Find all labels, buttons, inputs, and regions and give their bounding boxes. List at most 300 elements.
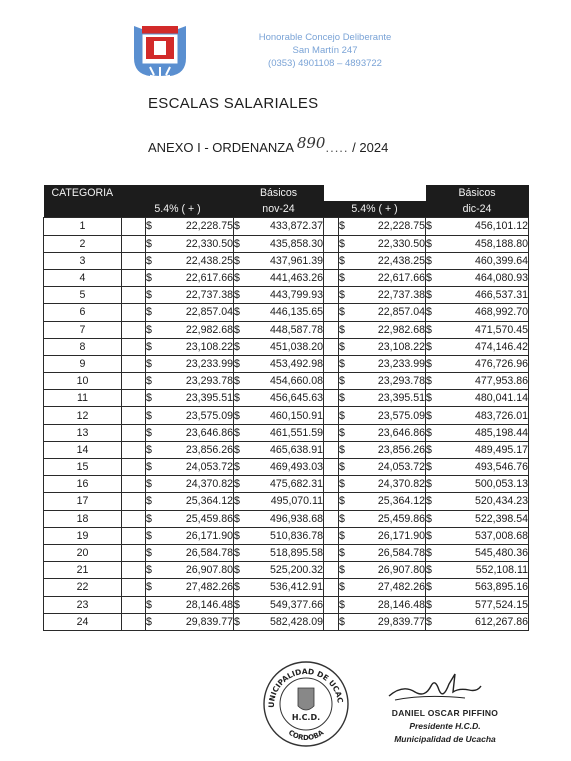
increase-nov-cell: 24,370.82 xyxy=(157,476,234,493)
increase-nov-cell: 23,646.86 xyxy=(157,424,234,441)
currency-cell: $ xyxy=(339,218,350,235)
categoria-cell: 23 xyxy=(44,596,122,613)
currency-cell: $ xyxy=(426,269,436,286)
spacer-cell xyxy=(122,390,146,407)
spacer-cell xyxy=(122,407,146,424)
table-row xyxy=(44,355,529,372)
currency-cell: $ xyxy=(339,407,350,424)
categoria-cell: 20 xyxy=(44,544,122,561)
increase-nov-cell: 29,839.77 xyxy=(157,613,234,630)
currency-cell: $ xyxy=(234,252,244,269)
spacer-cell xyxy=(324,252,339,269)
categoria-cell: 5 xyxy=(44,287,122,304)
spacer-cell xyxy=(324,613,339,630)
table-row xyxy=(44,252,529,269)
increase-nov-cell: 22,228.75 xyxy=(157,218,234,235)
salary-table xyxy=(43,185,529,631)
header-basicos-dic-label: Básicos xyxy=(426,185,529,201)
increase-dic-cell: 26,907.80 xyxy=(350,562,426,579)
increase-nov-cell: 22,617.66 xyxy=(157,269,234,286)
categoria-cell: 21 xyxy=(44,562,122,579)
table-row xyxy=(44,235,529,252)
basico-nov-cell: 433,872.37 xyxy=(244,218,324,235)
document-subtitle xyxy=(148,134,389,156)
increase-dic-cell: 26,584.78 xyxy=(350,544,426,561)
categoria-cell: 19 xyxy=(44,527,122,544)
increase-nov-cell: 23,395.51 xyxy=(157,390,234,407)
spacer-cell xyxy=(122,355,146,372)
currency-cell: $ xyxy=(339,338,350,355)
stamp-center-text: H.C.D. xyxy=(291,713,321,722)
basico-dic-cell: 456,101.12 xyxy=(436,218,529,235)
subtitle-dots: ..... xyxy=(325,140,349,155)
increase-nov-cell: 22,857.04 xyxy=(157,304,234,321)
table-row xyxy=(44,390,529,407)
increase-dic-cell: 23,395.51 xyxy=(350,390,426,407)
basico-dic-cell: 545,480.36 xyxy=(436,544,529,561)
spacer-cell xyxy=(324,407,339,424)
currency-cell: $ xyxy=(426,441,436,458)
table-row xyxy=(44,269,529,286)
currency-cell: $ xyxy=(426,373,436,390)
spacer-cell xyxy=(324,321,339,338)
basico-nov-cell: 453,492.98 xyxy=(244,355,324,372)
basico-nov-cell: 456,645.63 xyxy=(244,390,324,407)
currency-cell: $ xyxy=(426,527,436,544)
increase-dic-cell: 22,228.75 xyxy=(350,218,426,235)
currency-cell: $ xyxy=(426,424,436,441)
spacer-cell xyxy=(122,527,146,544)
basico-dic-cell: 552,108.11 xyxy=(436,562,529,579)
currency-cell: $ xyxy=(234,441,244,458)
spacer-cell xyxy=(122,596,146,613)
spacer-cell xyxy=(122,579,146,596)
spacer-cell xyxy=(122,218,146,235)
basico-dic-cell: 537,008.68 xyxy=(436,527,529,544)
currency-cell: $ xyxy=(426,304,436,321)
spacer-cell xyxy=(122,252,146,269)
spacer-cell xyxy=(324,441,339,458)
currency-cell: $ xyxy=(339,235,350,252)
signatory-block xyxy=(380,707,510,746)
table-row xyxy=(44,510,529,527)
currency-cell: $ xyxy=(146,562,157,579)
increase-nov-cell: 22,982.68 xyxy=(157,321,234,338)
salary-table-body xyxy=(44,218,529,631)
table-row xyxy=(44,321,529,338)
categoria-cell: 15 xyxy=(44,459,122,476)
increase-nov-cell: 25,364.12 xyxy=(157,493,234,510)
categoria-cell: 14 xyxy=(44,441,122,458)
increase-dic-cell: 25,364.12 xyxy=(350,493,426,510)
increase-dic-cell: 25,459.86 xyxy=(350,510,426,527)
table-row xyxy=(44,441,529,458)
spacer-cell xyxy=(122,441,146,458)
currency-cell: $ xyxy=(426,596,436,613)
categoria-cell: 4 xyxy=(44,269,122,286)
currency-cell: $ xyxy=(426,510,436,527)
currency-cell: $ xyxy=(339,321,350,338)
currency-cell: $ xyxy=(339,493,350,510)
increase-nov-cell: 22,330.50 xyxy=(157,235,234,252)
spacer-cell xyxy=(324,459,339,476)
header-basicos-nov-label: Básicos xyxy=(234,185,324,201)
currency-cell: $ xyxy=(339,287,350,304)
spacer-cell xyxy=(122,304,146,321)
spacer-cell xyxy=(122,269,146,286)
spacer-cell xyxy=(324,373,339,390)
increase-dic-cell: 29,839.77 xyxy=(350,613,426,630)
currency-cell: $ xyxy=(339,579,350,596)
table-row xyxy=(44,493,529,510)
basico-dic-cell: 471,570.45 xyxy=(436,321,529,338)
currency-cell: $ xyxy=(234,476,244,493)
basico-nov-cell: 451,038.20 xyxy=(244,338,324,355)
basico-dic-cell: 464,080.93 xyxy=(436,269,529,286)
increase-nov-cell: 26,907.80 xyxy=(157,562,234,579)
spacer-cell xyxy=(122,338,146,355)
increase-nov-cell: 23,293.78 xyxy=(157,373,234,390)
currency-cell: $ xyxy=(234,596,244,613)
table-row xyxy=(44,373,529,390)
currency-cell: $ xyxy=(234,613,244,630)
basico-nov-cell: 465,638.91 xyxy=(244,441,324,458)
currency-cell: $ xyxy=(234,304,244,321)
increase-dic-cell: 23,108.22 xyxy=(350,338,426,355)
header-blank-2 xyxy=(324,185,426,201)
spacer-cell xyxy=(324,338,339,355)
basico-nov-cell: 495,070.11 xyxy=(244,493,324,510)
categoria-cell: 1 xyxy=(44,218,122,235)
currency-cell: $ xyxy=(339,476,350,493)
increase-dic-cell: 23,575.09 xyxy=(350,407,426,424)
spacer-cell xyxy=(122,424,146,441)
basico-dic-cell: 466,537.31 xyxy=(436,287,529,304)
currency-cell: $ xyxy=(234,287,244,304)
basico-dic-cell: 476,726.96 xyxy=(436,355,529,372)
currency-cell: $ xyxy=(426,287,436,304)
basico-dic-cell: 612,267.86 xyxy=(436,613,529,630)
basico-dic-cell: 458,188.80 xyxy=(436,235,529,252)
currency-cell: $ xyxy=(234,424,244,441)
increase-dic-cell: 23,293.78 xyxy=(350,373,426,390)
increase-dic-cell: 24,370.82 xyxy=(350,476,426,493)
table-row xyxy=(44,338,529,355)
stamp-bottom-text: CORDOBA xyxy=(286,728,326,743)
table-row xyxy=(44,407,529,424)
increase-nov-cell: 23,575.09 xyxy=(157,407,234,424)
currency-cell: $ xyxy=(426,338,436,355)
currency-cell: $ xyxy=(234,321,244,338)
spacer-cell xyxy=(324,510,339,527)
categoria-cell: 18 xyxy=(44,510,122,527)
spacer-cell xyxy=(122,562,146,579)
spacer-cell xyxy=(122,613,146,630)
categoria-cell: 9 xyxy=(44,355,122,372)
spacer-cell xyxy=(324,527,339,544)
signatory-name: DANIEL OSCAR PIFFINO xyxy=(391,708,499,718)
currency-cell: $ xyxy=(146,338,157,355)
increase-dic-cell: 22,438.25 xyxy=(350,252,426,269)
increase-nov-cell: 26,171.90 xyxy=(157,527,234,544)
currency-cell: $ xyxy=(146,510,157,527)
currency-cell: $ xyxy=(146,390,157,407)
basico-nov-cell: 446,135.65 xyxy=(244,304,324,321)
categoria-cell: 8 xyxy=(44,338,122,355)
currency-cell: $ xyxy=(146,218,157,235)
categoria-cell: 22 xyxy=(44,579,122,596)
increase-dic-cell: 28,146.48 xyxy=(350,596,426,613)
increase-dic-cell: 23,646.86 xyxy=(350,424,426,441)
currency-cell: $ xyxy=(426,407,436,424)
currency-cell: $ xyxy=(234,407,244,424)
spacer-cell xyxy=(122,373,146,390)
increase-dic-cell: 24,053.72 xyxy=(350,459,426,476)
basico-nov-cell: 518,895.58 xyxy=(244,544,324,561)
header-blank-1 xyxy=(122,185,234,201)
increase-dic-cell: 23,233.99 xyxy=(350,355,426,372)
spacer-cell xyxy=(122,510,146,527)
signatory-role: Presidente H.C.D. xyxy=(409,721,481,731)
spacer-cell xyxy=(324,218,339,235)
spacer-cell xyxy=(324,304,339,321)
table-row xyxy=(44,476,529,493)
increase-dic-cell: 27,482.26 xyxy=(350,579,426,596)
currency-cell: $ xyxy=(234,459,244,476)
increase-nov-cell: 25,459.86 xyxy=(157,510,234,527)
categoria-cell: 10 xyxy=(44,373,122,390)
increase-dic-cell: 26,171.90 xyxy=(350,527,426,544)
currency-cell: $ xyxy=(426,493,436,510)
categoria-cell: 2 xyxy=(44,235,122,252)
currency-cell: $ xyxy=(146,321,157,338)
currency-cell: $ xyxy=(234,373,244,390)
table-row xyxy=(44,596,529,613)
categoria-cell: 13 xyxy=(44,424,122,441)
categoria-cell: 17 xyxy=(44,493,122,510)
currency-cell: $ xyxy=(426,613,436,630)
categoria-cell: 24 xyxy=(44,613,122,630)
spacer-cell xyxy=(122,235,146,252)
currency-cell: $ xyxy=(146,355,157,372)
basico-dic-cell: 520,434.23 xyxy=(436,493,529,510)
table-row xyxy=(44,287,529,304)
spacer-cell xyxy=(122,544,146,561)
increase-nov-cell: 22,438.25 xyxy=(157,252,234,269)
basico-nov-cell: 582,428.09 xyxy=(244,613,324,630)
currency-cell: $ xyxy=(146,252,157,269)
increase-nov-cell: 27,482.26 xyxy=(157,579,234,596)
table-row xyxy=(44,527,529,544)
spacer-cell xyxy=(324,493,339,510)
table-row xyxy=(44,562,529,579)
table-row xyxy=(44,304,529,321)
currency-cell: $ xyxy=(146,544,157,561)
handwritten-signature xyxy=(385,670,485,704)
basico-nov-cell: 443,799.93 xyxy=(244,287,324,304)
basico-dic-cell: 474,146.42 xyxy=(436,338,529,355)
table-row xyxy=(44,613,529,630)
org-address: San Martín 247 xyxy=(292,45,358,56)
basico-dic-cell: 480,041.14 xyxy=(436,390,529,407)
org-name: Honorable Concejo Deliberante xyxy=(258,32,392,43)
currency-cell: $ xyxy=(234,218,244,235)
currency-cell: $ xyxy=(339,596,350,613)
currency-cell: $ xyxy=(146,287,157,304)
basico-nov-cell: 435,858.30 xyxy=(244,235,324,252)
currency-cell: $ xyxy=(234,579,244,596)
table-row xyxy=(44,424,529,441)
increase-nov-cell: 26,584.78 xyxy=(157,544,234,561)
basico-nov-cell: 549,377.66 xyxy=(244,596,324,613)
basico-nov-cell: 454,660.08 xyxy=(244,373,324,390)
currency-cell: $ xyxy=(146,476,157,493)
spacer-cell xyxy=(324,269,339,286)
basico-nov-cell: 525,200.32 xyxy=(244,562,324,579)
currency-cell: $ xyxy=(234,493,244,510)
spacer-cell xyxy=(324,476,339,493)
table-row xyxy=(44,218,529,235)
currency-cell: $ xyxy=(146,493,157,510)
header-pct-1: 5.4% ( + ) xyxy=(122,201,234,218)
table-row xyxy=(44,459,529,476)
ucacha-logo xyxy=(128,22,192,80)
categoria-cell: 6 xyxy=(44,304,122,321)
basico-nov-cell: 461,551.59 xyxy=(244,424,324,441)
currency-cell: $ xyxy=(339,562,350,579)
currency-cell: $ xyxy=(426,579,436,596)
increase-dic-cell: 22,330.50 xyxy=(350,235,426,252)
basico-dic-cell: 500,053.13 xyxy=(436,476,529,493)
header-categoria: CATEGORIA xyxy=(44,185,122,218)
document-title: ESCALAS SALARIALES xyxy=(148,95,319,112)
basico-nov-cell: 437,961.39 xyxy=(244,252,324,269)
currency-cell: $ xyxy=(426,252,436,269)
basico-dic-cell: 493,546.76 xyxy=(436,459,529,476)
currency-cell: $ xyxy=(339,304,350,321)
stamp-top-text: UNICIPALIDAD DE UCAC xyxy=(266,666,345,708)
signatory-institution: Municipalidad de Ucacha xyxy=(394,734,496,744)
currency-cell: $ xyxy=(234,338,244,355)
basico-nov-cell: 448,587.78 xyxy=(244,321,324,338)
currency-cell: $ xyxy=(339,510,350,527)
spacer-cell xyxy=(324,579,339,596)
spacer-cell xyxy=(324,235,339,252)
currency-cell: $ xyxy=(234,527,244,544)
increase-nov-cell: 23,108.22 xyxy=(157,338,234,355)
spacer-cell xyxy=(122,476,146,493)
spacer-cell xyxy=(122,493,146,510)
currency-cell: $ xyxy=(339,252,350,269)
currency-cell: $ xyxy=(339,527,350,544)
spacer-cell xyxy=(324,544,339,561)
currency-cell: $ xyxy=(146,373,157,390)
increase-dic-cell: 22,737.38 xyxy=(350,287,426,304)
currency-cell: $ xyxy=(146,407,157,424)
increase-dic-cell: 23,856.26 xyxy=(350,441,426,458)
basico-dic-cell: 477,953.86 xyxy=(436,373,529,390)
currency-cell: $ xyxy=(339,424,350,441)
header-contact xyxy=(240,31,410,70)
increase-nov-cell: 23,856.26 xyxy=(157,441,234,458)
currency-cell: $ xyxy=(146,596,157,613)
basico-nov-cell: 441,463.26 xyxy=(244,269,324,286)
categoria-cell: 3 xyxy=(44,252,122,269)
basico-dic-cell: 460,399.64 xyxy=(436,252,529,269)
basico-dic-cell: 577,524.15 xyxy=(436,596,529,613)
currency-cell: $ xyxy=(426,459,436,476)
currency-cell: $ xyxy=(426,321,436,338)
categoria-cell: 12 xyxy=(44,407,122,424)
increase-dic-cell: 22,617.66 xyxy=(350,269,426,286)
categoria-cell: 7 xyxy=(44,321,122,338)
subtitle-prefix: ANEXO I - ORDENANZA xyxy=(148,140,294,155)
municipal-stamp xyxy=(262,660,350,748)
currency-cell: $ xyxy=(339,390,350,407)
currency-cell: $ xyxy=(234,544,244,561)
currency-cell: $ xyxy=(146,459,157,476)
currency-cell: $ xyxy=(146,527,157,544)
basico-nov-cell: 475,682.31 xyxy=(244,476,324,493)
increase-dic-cell: 22,982.68 xyxy=(350,321,426,338)
spacer-cell xyxy=(122,459,146,476)
currency-cell: $ xyxy=(339,544,350,561)
currency-cell: $ xyxy=(426,476,436,493)
basico-dic-cell: 522,398.54 xyxy=(436,510,529,527)
increase-nov-cell: 28,146.48 xyxy=(157,596,234,613)
currency-cell: $ xyxy=(234,235,244,252)
spacer-cell xyxy=(324,562,339,579)
currency-cell: $ xyxy=(234,510,244,527)
basico-nov-cell: 469,493.03 xyxy=(244,459,324,476)
categoria-cell: 16 xyxy=(44,476,122,493)
currency-cell: $ xyxy=(339,613,350,630)
spacer-cell xyxy=(324,424,339,441)
currency-cell: $ xyxy=(339,355,350,372)
increase-nov-cell: 24,053.72 xyxy=(157,459,234,476)
basico-nov-cell: 510,836.78 xyxy=(244,527,324,544)
increase-nov-cell: 22,737.38 xyxy=(157,287,234,304)
currency-cell: $ xyxy=(146,235,157,252)
spacer-cell xyxy=(122,287,146,304)
currency-cell: $ xyxy=(146,579,157,596)
currency-cell: $ xyxy=(146,424,157,441)
currency-cell: $ xyxy=(426,562,436,579)
currency-cell: $ xyxy=(426,235,436,252)
increase-nov-cell: 23,233.99 xyxy=(157,355,234,372)
currency-cell: $ xyxy=(146,304,157,321)
spacer-cell xyxy=(324,390,339,407)
spacer-cell xyxy=(122,321,146,338)
table-row xyxy=(44,544,529,561)
basico-nov-cell: 460,150.91 xyxy=(244,407,324,424)
currency-cell: $ xyxy=(234,355,244,372)
currency-cell: $ xyxy=(339,459,350,476)
currency-cell: $ xyxy=(339,269,350,286)
header-pct-2: 5.4% ( + ) xyxy=(324,201,426,218)
basico-nov-cell: 496,938.68 xyxy=(244,510,324,527)
currency-cell: $ xyxy=(426,390,436,407)
currency-cell: $ xyxy=(146,613,157,630)
basico-dic-cell: 485,198.44 xyxy=(436,424,529,441)
ordinance-number: 890 xyxy=(296,134,326,152)
subtitle-suffix: / 2024 xyxy=(352,140,389,155)
currency-cell: $ xyxy=(426,544,436,561)
header-basicos-nov-period: nov-24 xyxy=(234,201,324,218)
basico-dic-cell: 563,895.16 xyxy=(436,579,529,596)
categoria-cell: 11 xyxy=(44,390,122,407)
basico-nov-cell: 536,412.91 xyxy=(244,579,324,596)
